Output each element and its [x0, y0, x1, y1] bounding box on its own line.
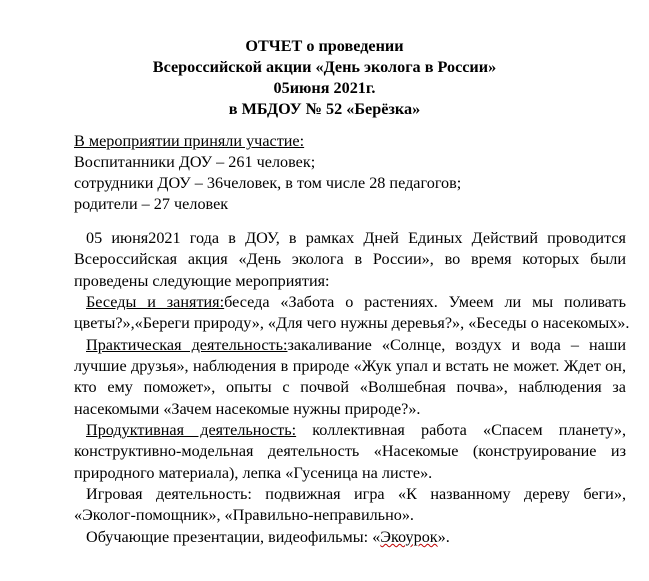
training-suffix: ».	[437, 527, 450, 546]
practical-paragraph-line: насекомыми «Зачем насекомые нужны природе?».	[74, 399, 421, 418]
practical-label: Практическая деятельность:	[86, 335, 288, 354]
productive-label: Продуктивная деятельность:	[86, 421, 297, 440]
practical-paragraph-line	[74, 335, 626, 356]
game-paragraph-line: «Эколог-помощник», «Правильно-неправильно».	[74, 506, 414, 525]
productive-paragraph-line: конструктивно-модельная деятельность «Насекомые (конструирование из	[74, 442, 626, 461]
training-paragraph-line	[74, 527, 626, 548]
productive-paragraph-line	[74, 420, 626, 441]
intro-line: Всероссийская акция «День эколога в России», во время которых были	[74, 250, 626, 269]
practical-text: закаливание «Солнце, воздух и вода – наши	[287, 335, 626, 354]
training-word: Экоурок	[380, 527, 438, 546]
participants-title: В мероприятии приняли участие:	[74, 132, 305, 150]
report-event-name: Всероссийской акции «День эколога в России»	[152, 58, 497, 76]
practical-paragraph-line: кто ему поможет», опыты с почвой «Волшебная почва», наблюдения за	[74, 378, 626, 397]
productive-paragraph-line: природного материала), лепка «Гусеница на листе».	[74, 463, 433, 482]
participants-parents: родители – 27 человек	[74, 195, 229, 213]
game-paragraph-line: Игровая деятельность: подвижная игра «К названному дереву беги»,	[86, 485, 626, 504]
talks-label: Беседы и занятия:	[86, 293, 225, 312]
talks-paragraph-line: цветы?»,«Береги природу», «Для чего нужны деревья?», «Беседы о насекомых».	[74, 314, 630, 333]
training-prefix: Обучающие презентации, видеофильмы: «	[86, 527, 381, 546]
report-body	[74, 228, 630, 548]
participants-children: Воспитанники ДОУ – 261 человек;	[74, 153, 316, 171]
talks-paragraph-line	[74, 292, 626, 313]
report-title: ОТЧЕТ о проведении	[245, 37, 404, 55]
participants-staff: сотрудники ДОУ – 36человек, в том числе 28 педагогов;	[74, 174, 462, 192]
report-date: 05июня 2021г.	[273, 79, 376, 97]
productive-text: коллективная работа «Спасем планету»,	[296, 421, 626, 440]
practical-paragraph-line: лучшие друзья», наблюдения в природе «Жук упал и встать не может. Ждет он,	[74, 357, 626, 376]
participants-block	[74, 131, 614, 215]
talks-text: беседа «Забота о растениях. Умеем ли мы поливать	[224, 293, 626, 312]
report-institution: в МБДОУ № 52 «Берёзка»	[228, 100, 421, 118]
intro-line: проведены следующие мероприятия:	[74, 271, 330, 290]
intro-line: 05 июня2021 года в ДОУ, в рамках Дней Единых Действий проводится	[86, 229, 626, 247]
